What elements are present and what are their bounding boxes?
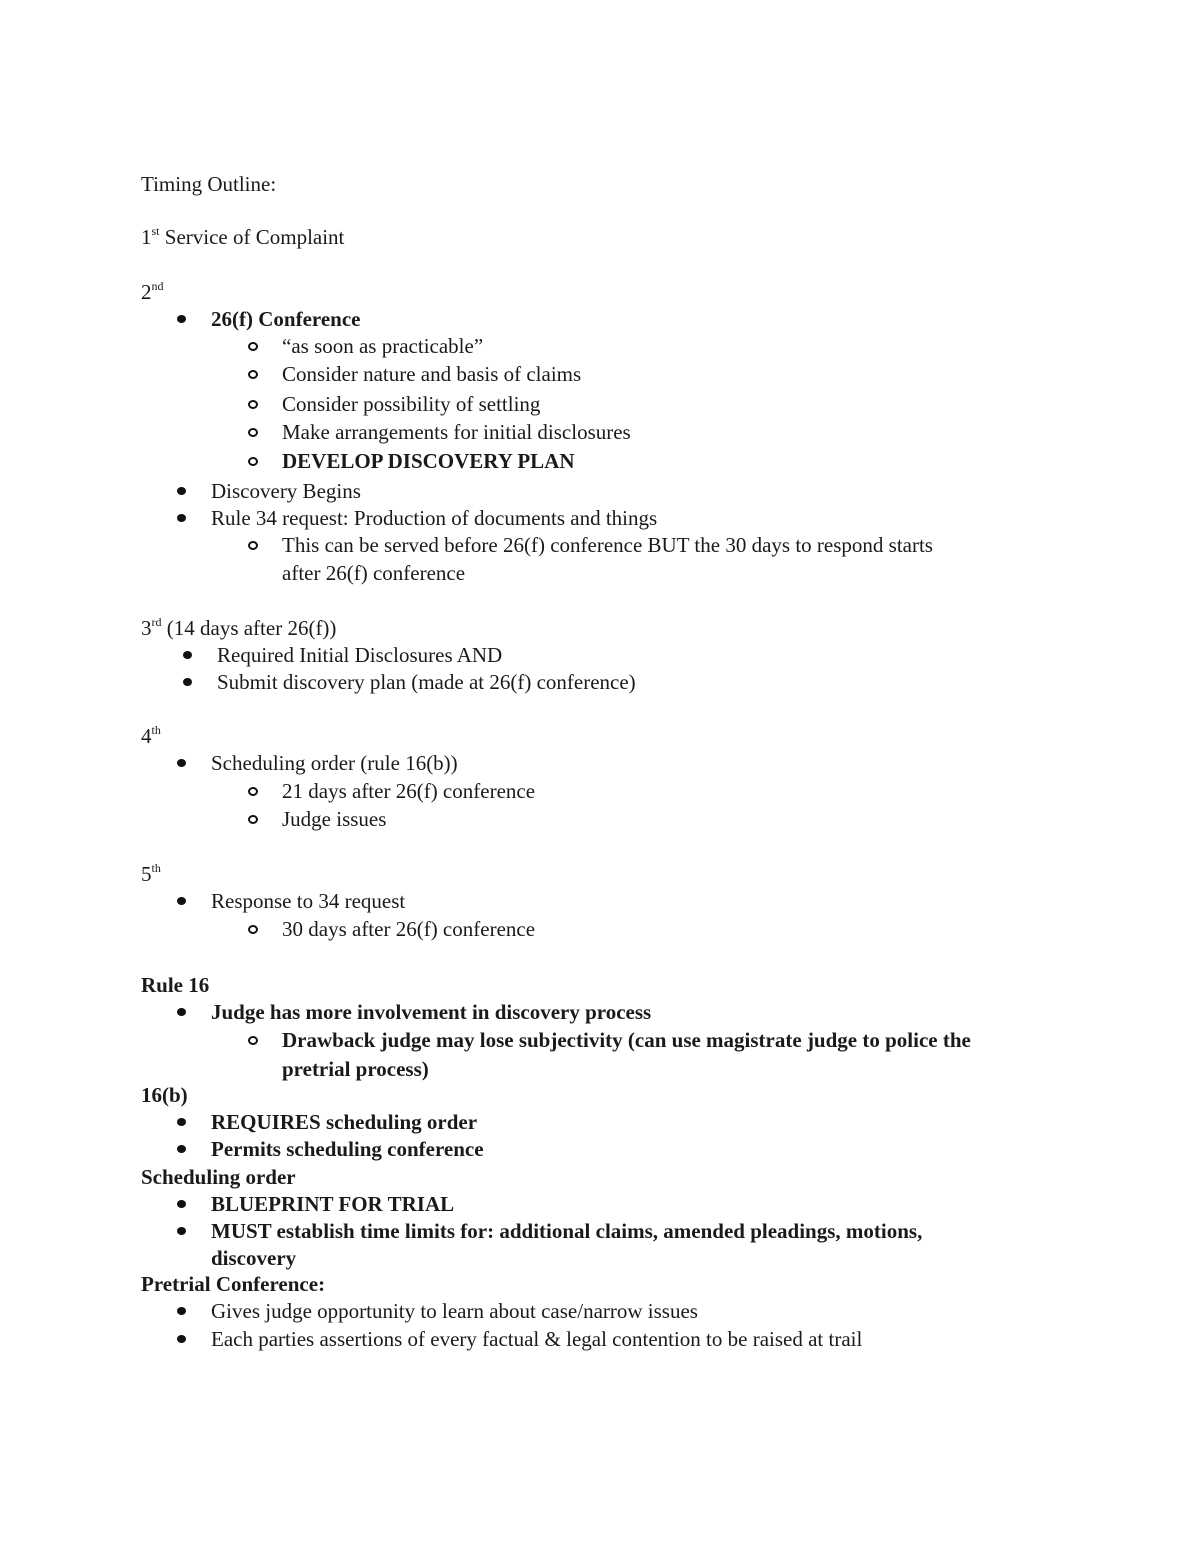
list-item: Each parties assertions of every factual & legal contention to be raised at trail [211, 1327, 863, 1351]
ordinal-suffix: th [151, 723, 161, 737]
bullet-disc-icon [177, 514, 186, 522]
bullet-disc-icon [177, 759, 186, 767]
section-heading-pretrial-conference: Pretrial Conference: [141, 1272, 326, 1296]
bullet-disc-icon [177, 1307, 186, 1315]
step-number: 5 [141, 862, 152, 886]
bullet-circle-icon [248, 457, 258, 466]
list-item: Discovery Begins [211, 479, 361, 503]
list-item: This can be served before 26(f) conference BUT the 30 days to respond starts [282, 533, 933, 557]
step-text: Service of Complaint [159, 225, 345, 249]
list-item: 21 days after 26(f) conference [282, 779, 536, 803]
list-item: Consider possibility of settling [282, 392, 541, 416]
step-number: 1 [141, 225, 152, 249]
list-item: Permits scheduling conference [211, 1137, 484, 1161]
section-heading-rule-16: Rule 16 [141, 973, 210, 997]
list-item: Judge has more involvement in discovery process [211, 1000, 652, 1024]
list-item-continuation: pretrial process) [282, 1057, 429, 1081]
step-1-heading [141, 224, 344, 250]
list-item: Make arrangements for initial disclosures [282, 420, 631, 444]
list-item: MUST establish time limits for: additional claims, amended pleadings, motions, [211, 1219, 923, 1243]
bullet-circle-icon [248, 370, 258, 379]
list-item: BLUEPRINT FOR TRIAL [211, 1192, 455, 1216]
step-3-heading [141, 615, 336, 641]
list-item: Response to 34 request [211, 889, 406, 913]
ordinal-suffix: th [151, 861, 161, 875]
ordinal-suffix: nd [151, 279, 164, 293]
section-heading-scheduling-order: Scheduling order [141, 1165, 296, 1189]
document-title: Timing Outline: [141, 172, 277, 196]
step-number: 2 [141, 280, 152, 304]
step-text: (14 days after 26(f)) [161, 616, 337, 640]
list-item-continuation: after 26(f) conference [282, 561, 466, 585]
bullet-disc-icon [177, 1227, 186, 1235]
bullet-disc-icon [177, 315, 186, 323]
list-item: REQUIRES scheduling order [211, 1110, 478, 1134]
bullet-disc-icon [177, 1118, 186, 1126]
bullet-circle-icon [248, 1036, 258, 1045]
bullet-disc-icon [177, 1008, 186, 1016]
ordinal-suffix: rd [151, 615, 162, 629]
list-item: “as soon as practicable” [282, 334, 484, 358]
section-heading-16b: 16(b) [141, 1083, 188, 1107]
list-item: DEVELOP DISCOVERY PLAN [282, 449, 575, 473]
list-item-continuation: discovery [211, 1246, 297, 1270]
list-item: Scheduling order (rule 16(b)) [211, 751, 458, 775]
list-item: Drawback judge may lose subjectivity (can use magistrate judge to police the [282, 1028, 971, 1052]
list-item: Judge issues [282, 807, 387, 831]
bullet-circle-icon [248, 428, 258, 437]
list-item: Submit discovery plan (made at 26(f) conference) [217, 670, 636, 694]
list-item: Consider nature and basis of claims [282, 362, 582, 386]
step-2-heading [141, 279, 164, 305]
bullet-circle-icon [248, 342, 258, 351]
bullet-disc-icon [177, 1145, 186, 1153]
ordinal-suffix: st [151, 224, 160, 238]
bullet-disc-icon [177, 1335, 186, 1343]
step-4-heading [141, 723, 161, 749]
bullet-disc-icon [183, 678, 192, 686]
bullet-disc-icon [183, 651, 192, 659]
bullet-circle-icon [248, 815, 258, 824]
bullet-circle-icon [248, 541, 258, 550]
bullet-circle-icon [248, 925, 258, 934]
list-item: Required Initial Disclosures AND [217, 643, 503, 667]
step-number: 3 [141, 616, 152, 640]
bullet-disc-icon [177, 1200, 186, 1208]
list-item: Rule 34 request: Production of documents and things [211, 506, 658, 530]
list-item: Gives judge opportunity to learn about case/narrow issues [211, 1299, 698, 1323]
step-5-heading [141, 861, 161, 887]
bullet-disc-icon [177, 487, 186, 495]
step-number: 4 [141, 724, 152, 748]
bullet-circle-icon [248, 400, 258, 409]
bullet-disc-icon [177, 897, 186, 905]
list-item: 26(f) Conference [211, 307, 361, 331]
list-item: 30 days after 26(f) conference [282, 917, 536, 941]
bullet-circle-icon [248, 787, 258, 796]
